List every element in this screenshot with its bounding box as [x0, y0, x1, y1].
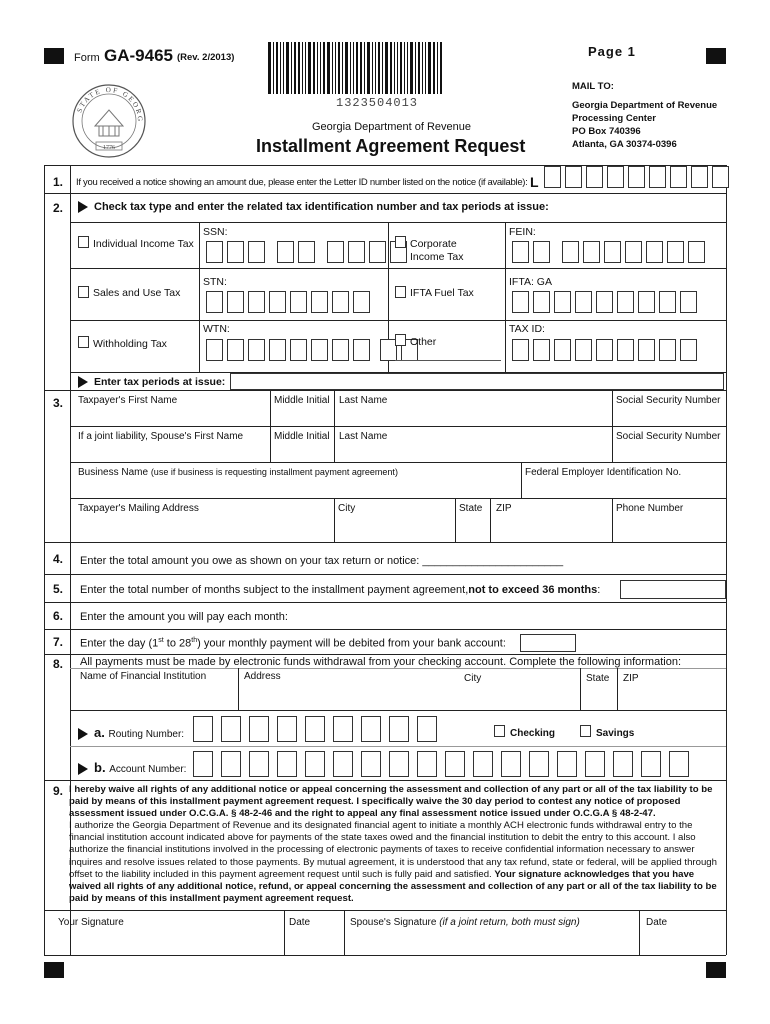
- tax-periods-label: Enter tax periods at issue:: [94, 376, 226, 388]
- zip-field[interactable]: ZIP: [496, 503, 512, 514]
- tax-periods-input[interactable]: [230, 373, 724, 390]
- account-number-input[interactable]: [193, 751, 697, 777]
- corporate-income-tax-checkbox[interactable]: [395, 236, 406, 248]
- line-5-colon: :: [597, 584, 601, 596]
- barcode-bar: [298, 42, 300, 94]
- barcode-bar: [433, 42, 435, 94]
- barcode-bar: [345, 42, 348, 94]
- line-9-waiver: I hereby waive all rights of any additional notice or appeal concerning the assessment and collection of any part or all of the tax liability to be paid by means of this installment payment agreement request. I specifically waive the 30 day period to contest any notice of proposed assessment issued under O.C.G.A. § 48-2-46 and the right to appeal any final assessment notice issued under O.C.G.A § 48-2-47.: [69, 784, 713, 820]
- signature-date-field[interactable]: Date: [289, 917, 311, 928]
- your-signature-field[interactable]: Your Signature: [58, 917, 124, 928]
- barcode-bar: [425, 42, 426, 94]
- bank-address-field[interactable]: Address: [244, 671, 281, 682]
- form-prefix: Form: [74, 52, 100, 64]
- barcode-bar: [273, 42, 274, 94]
- taxpayer-first-name-field[interactable]: Taxpayer's First Name: [78, 395, 178, 406]
- debit-day-input[interactable]: [520, 634, 576, 652]
- mail-to-line2: Processing Center: [572, 113, 656, 124]
- spouse-signature-label: Spouse's Signature: [350, 917, 437, 928]
- checking-label: Checking: [510, 728, 556, 739]
- line-5-label: Enter the total number of months subject to the installment payment agreement,: [80, 584, 469, 596]
- other-tax-label: Other: [410, 336, 437, 348]
- line-5-number: 5.: [53, 582, 64, 596]
- line-7-number: 7.: [53, 635, 64, 649]
- barcode-bar: [283, 42, 284, 94]
- barcode-bar: [308, 42, 311, 94]
- business-name-note: (use if business is requesting installment payment agreement): [150, 467, 398, 477]
- routing-label-row: [78, 725, 184, 740]
- ifta-input[interactable]: [512, 291, 701, 313]
- fein-input[interactable]: [512, 241, 709, 263]
- business-fein-field[interactable]: Federal Employer Identification No.: [525, 467, 682, 478]
- barcode-bar: [323, 42, 325, 94]
- page-number: Page 1: [588, 44, 636, 59]
- state-field[interactable]: State: [459, 503, 483, 514]
- barcode-bar: [378, 42, 380, 94]
- line-2-number: 2.: [53, 201, 64, 215]
- line-9-paragraph: [69, 784, 725, 905]
- fein-label: FEIN:: [509, 226, 536, 238]
- line-7-text-b: to 28: [163, 637, 192, 650]
- line-9-number: 9.: [53, 784, 64, 798]
- barcode-bar: [394, 42, 395, 94]
- ifta-ga-label: IFTA: GA: [509, 276, 552, 288]
- barcode-bar: [428, 42, 431, 94]
- routing-number-input[interactable]: [193, 716, 445, 742]
- phone-field[interactable]: Phone Number: [616, 503, 684, 514]
- barcode-bar: [410, 42, 413, 94]
- tax-id-label: TAX ID:: [509, 323, 545, 335]
- barcode-bar: [342, 42, 343, 94]
- page-title: Installment Agreement Request: [256, 136, 526, 156]
- line-6-text: Enter the amount you will pay each month:: [80, 611, 288, 623]
- line-9-acknowledgement: Your signature acknowledges that you have waived all rights of any additional notice, refund, or appeal concerning the assessment and collection of any part or all of the tax liability to be paid by means of this installment payment agreement request.: [69, 868, 717, 904]
- registration-mark-bottom-right: [706, 962, 726, 978]
- barcode-bar: [268, 42, 271, 94]
- account-label-row: [78, 760, 186, 775]
- mail-to-line3: PO Box 740396: [572, 126, 641, 137]
- barcode-bar: [332, 42, 333, 94]
- mail-to-line1: Georgia Department of Revenue: [572, 100, 718, 111]
- barcode-bar: [291, 42, 292, 94]
- letter-id-prefix: L: [530, 174, 539, 190]
- line-6-number: 6.: [53, 609, 64, 623]
- barcode-bar: [407, 42, 408, 94]
- line-7-text-a: Enter the day (1: [80, 637, 159, 650]
- barcode-bar: [404, 42, 405, 94]
- other-tax-line[interactable]: [395, 360, 501, 361]
- individual-income-tax-label: Individual Income Tax: [93, 238, 194, 250]
- spouse-ssn-field[interactable]: Social Security Number: [616, 431, 721, 442]
- checking-checkbox[interactable]: [494, 725, 505, 737]
- department-name: Georgia Department of Revenue: [312, 121, 471, 133]
- barcode-bar: [385, 42, 388, 94]
- barcode-bar: [415, 42, 416, 94]
- registration-mark-top-left: [44, 48, 64, 64]
- line-3-number: 3.: [53, 396, 64, 410]
- barcode-bar: [390, 42, 392, 94]
- arrow-icon: [78, 201, 88, 213]
- mailing-address-field[interactable]: Taxpayer's Mailing Address: [78, 503, 199, 514]
- bank-zip-field[interactable]: ZIP: [623, 673, 639, 684]
- registration-mark-top-right: [706, 48, 726, 64]
- form-number: GA-9465: [104, 46, 173, 65]
- barcode-bar: [397, 42, 398, 94]
- barcode-bar: [353, 42, 354, 94]
- line-7-text-c: ) your monthly payment will be debited from your bank account:: [197, 637, 506, 650]
- bank-state-field[interactable]: State: [586, 673, 610, 684]
- mail-to-line4: Atlanta, GA 30374-0396: [572, 139, 677, 150]
- barcode-bar: [317, 42, 318, 94]
- line-5-text: [80, 584, 600, 596]
- savings-checkbox[interactable]: [580, 725, 591, 737]
- barcode-bar: [305, 42, 306, 94]
- barcode-bar: [367, 42, 370, 94]
- ifta-fuel-tax-checkbox[interactable]: [395, 286, 406, 298]
- barcode-bar: [338, 42, 340, 94]
- letter-id-input[interactable]: [544, 166, 733, 188]
- line-9-authorization: I authorize the Georgia Department of Revenue and its designated financial agent to initiate a monthly ACH electronic funds withdrawal entry to the financial institution account indicated above for payments of the state taxes owed and the financial institution to debit the entry to this account. I also authorize the financial institutions involved in the processing of electronic payments of taxes to receive confidential information necessary to answer inquires and resolve issues related to those payments. By mutual agreement, it is understood that any tax refund, state or federal, will be applied through offset to the liability included in this payment agreement request until such is fully paid and satisfied.: [69, 820, 717, 880]
- line-8-text: All payments must be made by electronic funds withdrawal from your checking account. Complete the following information:: [80, 656, 682, 668]
- months-input[interactable]: [620, 580, 726, 599]
- spouse-first-name-field[interactable]: If a joint liability, Spouse's First Name: [78, 431, 244, 442]
- ssn-input[interactable]: [206, 241, 411, 263]
- arrow-icon: [78, 376, 88, 388]
- spouse-date-field[interactable]: Date: [646, 917, 668, 928]
- tax-periods-row: [78, 376, 225, 388]
- line-7-text: [80, 637, 506, 650]
- line-2-text: [78, 201, 549, 213]
- seal-year: 1776: [103, 145, 115, 151]
- bank-city-field[interactable]: City: [464, 673, 482, 684]
- barcode-bar: [364, 42, 365, 94]
- barcode-bar: [280, 42, 281, 94]
- wtn-label: WTN:: [203, 323, 230, 335]
- withholding-tax-label: Withholding Tax: [93, 338, 167, 350]
- line-4-text[interactable]: Enter the total amount you owe as shown on your tax return or notice: _______________________: [80, 555, 564, 567]
- withholding-tax-checkbox[interactable]: [78, 336, 89, 348]
- barcode-bar: [375, 42, 376, 94]
- account-letter: b.: [94, 760, 106, 775]
- registration-mark-bottom-left: [44, 962, 64, 978]
- individual-income-tax-checkbox[interactable]: [78, 236, 89, 248]
- line-4-number: 4.: [53, 552, 64, 566]
- arrow-icon: [78, 763, 88, 775]
- svg-text:STATE OF GEORGIA: [70, 82, 144, 123]
- georgia-seal-icon: [70, 82, 148, 160]
- line-1-number: 1.: [53, 175, 64, 189]
- routing-letter: a.: [94, 725, 105, 740]
- barcode-bar: [418, 42, 420, 94]
- barcode-bar: [372, 42, 373, 94]
- spouse-signature-note: (if a joint return, both must sign): [439, 917, 580, 928]
- corporate-label: Corporate: [410, 238, 457, 250]
- barcode-bar: [320, 42, 321, 94]
- account-label: Account Number:: [109, 764, 187, 775]
- barcode-bar: [437, 42, 438, 94]
- seal-text: STATE OF GEORG: [75, 85, 145, 124]
- financial-institution-field[interactable]: Name of Financial Institution: [80, 671, 207, 682]
- taxpayer-middle-initial-field[interactable]: Middle Initial: [274, 395, 330, 406]
- savings-label: Savings: [596, 728, 635, 739]
- barcode-bar: [276, 42, 278, 94]
- business-name-label: Business Name: [78, 467, 149, 478]
- barcode-bar: [313, 42, 315, 94]
- arrow-icon: [78, 728, 88, 740]
- business-name-field[interactable]: [78, 467, 398, 478]
- line-7-sup-1: st: [158, 637, 164, 644]
- barcode-bar: [294, 42, 296, 94]
- barcode-bar: [422, 42, 423, 94]
- line-2-label: Check tax type and enter the related tax identification number and tax periods at issue:: [94, 201, 549, 213]
- barcode: [268, 42, 456, 94]
- form-revision: (Rev. 2/2013): [177, 52, 235, 63]
- spouse-middle-initial-field[interactable]: Middle Initial: [274, 431, 330, 442]
- barcode-bar: [327, 42, 330, 94]
- line-5-bold: not to exceed 36 months: [468, 584, 598, 596]
- spouse-signature-field[interactable]: [350, 917, 580, 928]
- line-7-sup-2: th: [191, 637, 198, 644]
- tax-id-input[interactable]: [512, 339, 701, 361]
- ssn-label: SSN:: [203, 226, 228, 238]
- spouse-last-name-field[interactable]: Last Name: [339, 431, 388, 442]
- line-1-text: If you received a notice showing an amount due, please enter the Letter ID number listed on the notice (if available):: [76, 177, 528, 188]
- taxpayer-ssn-field[interactable]: Social Security Number: [616, 395, 721, 406]
- ifta-fuel-tax-label: IFTA Fuel Tax: [410, 287, 474, 299]
- routing-label: Routing Number:: [108, 729, 185, 740]
- city-field[interactable]: City: [338, 503, 356, 514]
- barcode-bar: [335, 42, 336, 94]
- barcode-bar: [350, 42, 351, 94]
- mail-to-label: MAIL TO:: [572, 81, 614, 92]
- corporate-label-2: Income Tax: [410, 251, 464, 263]
- barcode-bar: [302, 42, 303, 94]
- other-tax-checkbox[interactable]: [395, 334, 406, 346]
- sales-use-tax-checkbox[interactable]: [78, 286, 89, 298]
- barcode-bar: [360, 42, 362, 94]
- line-8-number: 8.: [53, 657, 64, 671]
- barcode-bar: [356, 42, 358, 94]
- stn-label: STN:: [203, 276, 227, 288]
- taxpayer-last-name-field[interactable]: Last Name: [339, 395, 388, 406]
- barcode-bar: [400, 42, 402, 94]
- barcode-bar: [286, 42, 289, 94]
- barcode-number: 1323504013: [336, 96, 419, 110]
- wtn-input[interactable]: [206, 339, 422, 361]
- stn-input[interactable]: [206, 291, 374, 313]
- sales-use-tax-label: Sales and Use Tax: [93, 287, 181, 299]
- barcode-bar: [382, 42, 383, 94]
- barcode-bar: [440, 42, 442, 94]
